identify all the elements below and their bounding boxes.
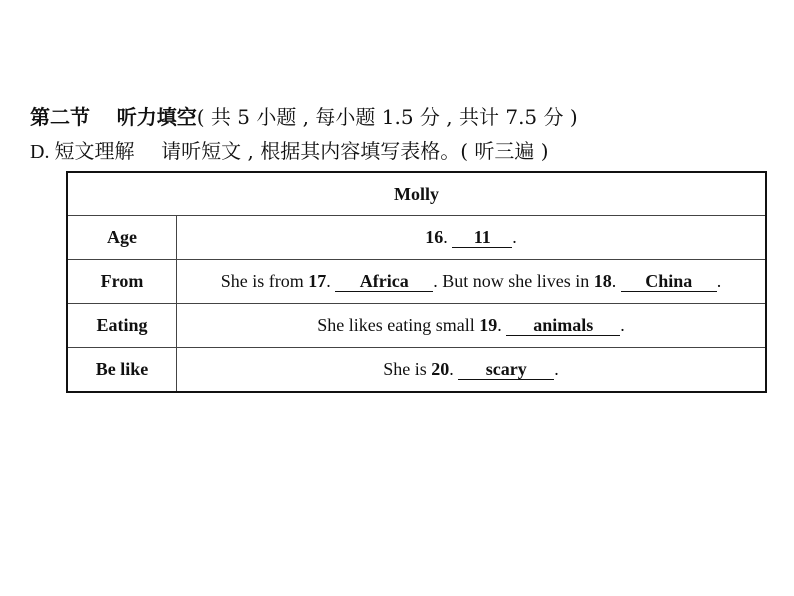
answer-blank-19: animals (506, 315, 620, 336)
question-number: 18 (593, 271, 612, 291)
table-row (67, 260, 766, 304)
question-number: 19 (479, 315, 498, 335)
section-title: 听力填空 (116, 105, 197, 129)
row-content-from: She is from 17. Africa . But now she lives in 18. China . (177, 260, 767, 304)
table-row (67, 216, 766, 260)
section-detail: ( 共 5 小题 , 每小题 1.5 分 , 共计 7.5 分 ) (196, 105, 578, 129)
row-content-be-like: She is 20. scary . (177, 348, 767, 392)
text-segment: She likes eating small (317, 315, 480, 335)
text-segment: She is from (220, 271, 309, 291)
part-label: D. 短文理解 (30, 141, 135, 163)
table-row (67, 348, 766, 392)
answer-blank-16: 11 (452, 227, 512, 248)
answer-table (66, 171, 767, 393)
table-row (67, 304, 766, 348)
row-label-be-like: Be like (67, 348, 177, 392)
row-content-age: 16. 11 . (177, 216, 767, 260)
section-number: 第二节 (30, 105, 90, 129)
answer-blank-20: scary (458, 359, 554, 380)
part-instruction: 请听短文 , 根据其内容填写表格。( 听三遍 ) (161, 139, 549, 163)
question-number: 20 (431, 358, 450, 379)
question-number: 17 (308, 271, 327, 291)
table-title: Molly (67, 172, 766, 216)
answer-blank-17: Africa (335, 271, 433, 292)
row-label-from: From (67, 260, 177, 304)
sub-heading (30, 137, 770, 166)
text-segment: . But now she lives in (433, 271, 594, 291)
text-segment: She is (383, 358, 432, 379)
question-number: 16 (425, 227, 444, 247)
answer-blank-18: China (621, 271, 717, 292)
section-heading (30, 103, 770, 131)
row-label-age: Age (67, 216, 177, 260)
row-content-eating: She likes eating small 19. animals . (177, 304, 767, 348)
row-label-eating: Eating (67, 304, 177, 348)
